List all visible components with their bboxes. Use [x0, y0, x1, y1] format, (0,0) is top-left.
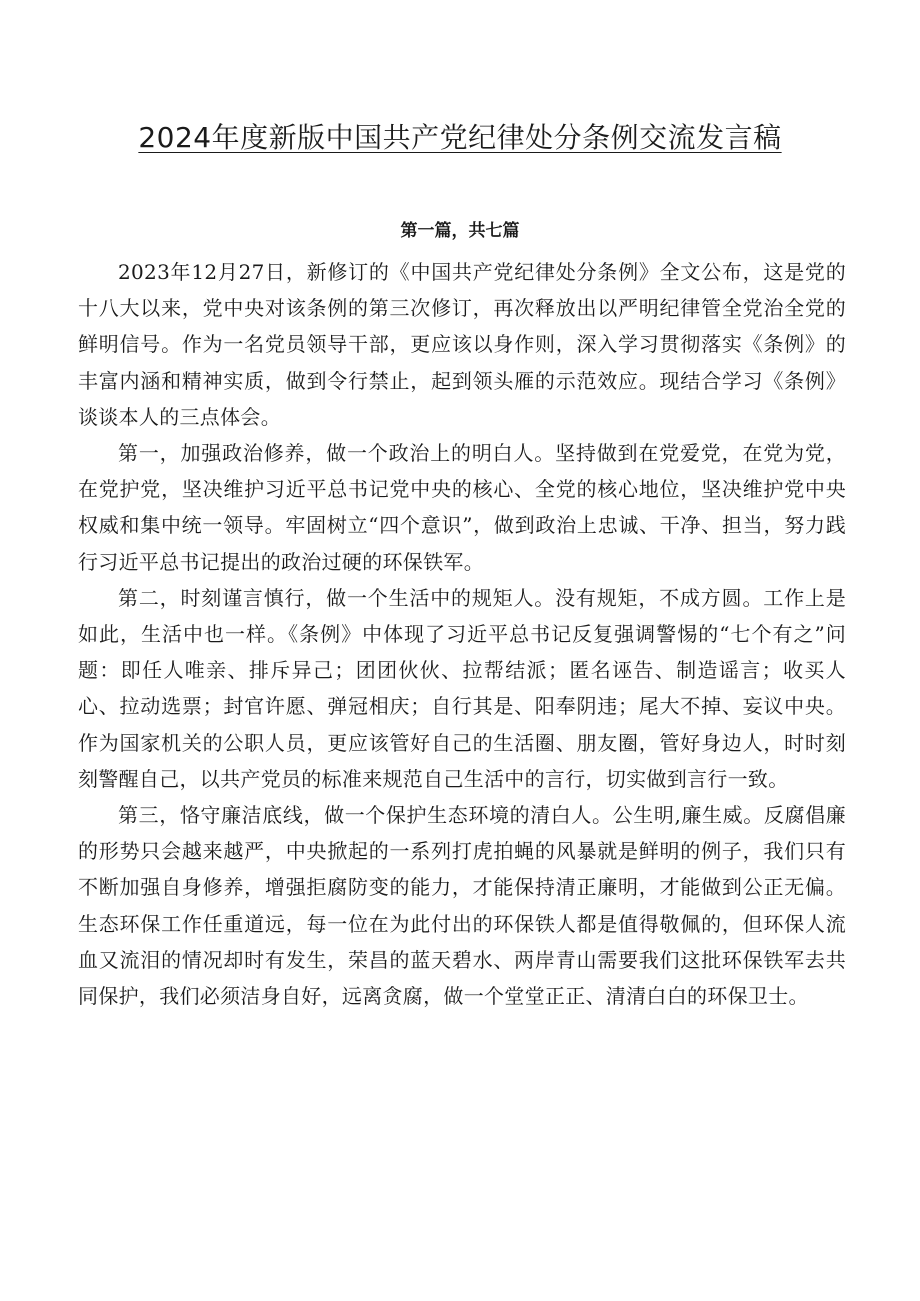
section-heading: 第一篇，共七篇	[400, 221, 520, 241]
paragraph-first-point: 第一，加强政治修养，做一个政治上的明白人。坚持做到在党爱党，在党为党，在党护党，坚决维护习近平总书记党中央的核心、全党的核心地位，坚决维护党中央权威和集中统一领导。牢固树立“四个意识”，做到政治上忠诚、干净、担当，努力践行习近平总书记提出的政治过硬的环保铁军。	[78, 441, 846, 574]
document-title: 2024年度新版中国共产党纪律处分条例交流发言稿	[138, 121, 782, 154]
paragraph-intro: 2023年12月27日，新修订的《中国共产党纪律处分条例》全文公布，这是党的十八大以来，党中央对该条例的第三次修订，再次释放出以严明纪律管全党治全党的鲜明信号。作为一名党员领导干部，更应该以身作则，深入学习贯彻落实《条例》的丰富内涵和精神实质，做到令行禁止，起到领头雁的示范效应。现结合学习《条例》谈谈本人的三点体会。	[78, 260, 846, 429]
document-body	[78, 254, 846, 1014]
paragraph-third-point: 第三，恪守廉洁底线，做一个保护生态环境的清白人。公生明,廉生威。反腐倡廉的形势只会越来越严，中央掀起的一系列打虎拍蝇的风暴就是鲜明的例子，我们只有不断加强自身修养，增强拒腐防变的能力，才能保持清正廉明，才能做到公正无偏。生态环保工作任重道远，每一位在为此付出的环保铁人都是值得敬佩的，但环保人流血又流泪的情况却时有发生，荣昌的蓝天碧水、两岸青山需要我们这批环保铁军去共同保护，我们必须洁身自好，远离贪腐，做一个堂堂正正、清清白白的环保卫士。	[78, 803, 846, 1009]
paragraph-second-point: 第二，时刻谨言慎行，做一个生活中的规矩人。没有规矩，不成方圆。工作上是如此，生活中也一样。《条例》中体现了习近平总书记反复强调警惕的“七个有之”问题：即任人唯亲、排斥异己；团团伙伙、拉帮结派；匿名诬告、制造谣言；收买人心、拉动选票；封官许愿、弹冠相庆；自行其是、阳奉阴违；尾大不掉、妄议中央。作为国家机关的公职人员，更应该管好自己的生活圈、朋友圈，管好身边人，时时刻刻警醒自己，以共产党员的标准来规范自己生活中的言行，切实做到言行一致。	[78, 585, 846, 791]
